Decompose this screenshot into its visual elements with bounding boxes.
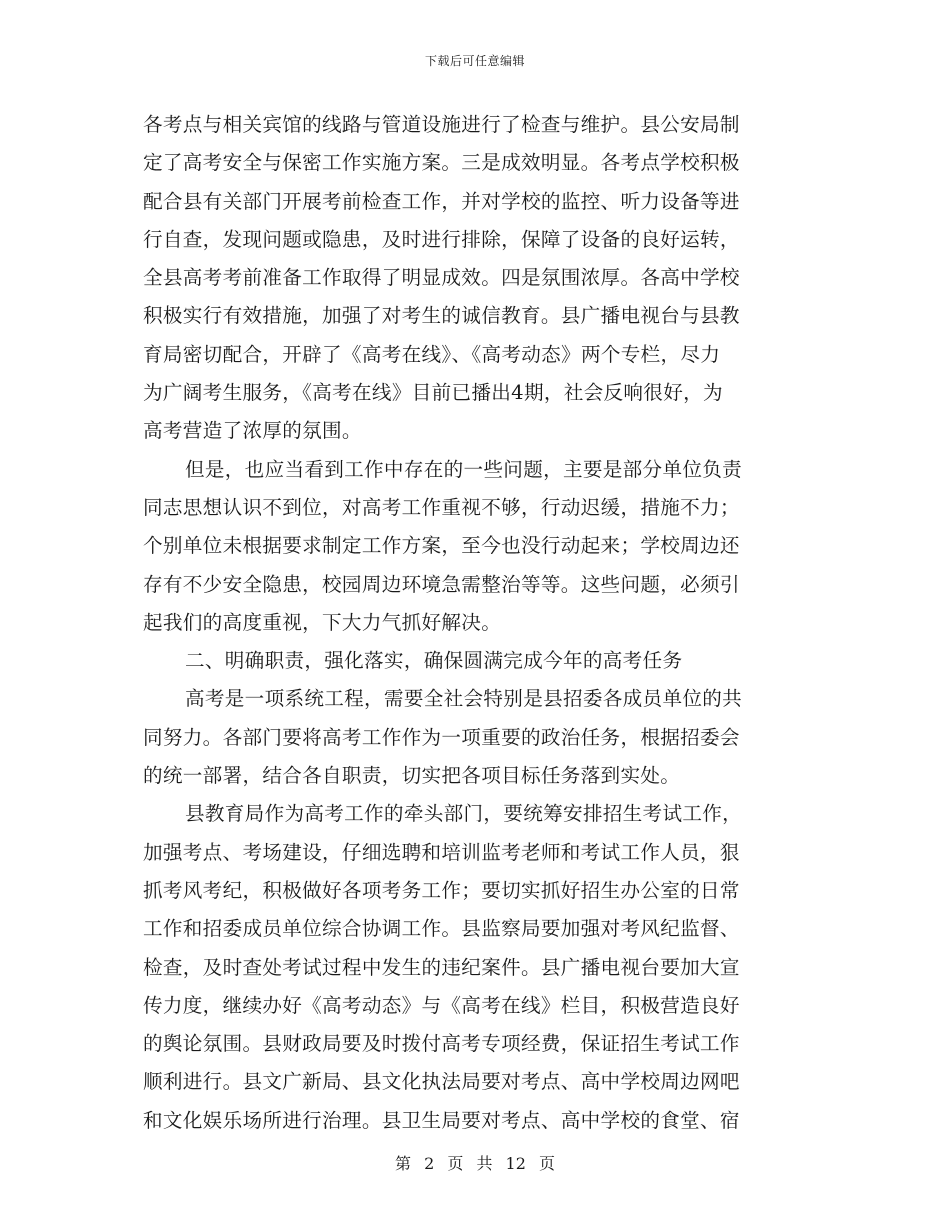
text-line: 个别单位未根据要求制定工作方案，至今也没行动起来；学校周边还 [143, 534, 740, 558]
page-header: 下载后可任意编辑 [424, 54, 525, 68]
text-line: 高考营造了浓厚的氛围。 [143, 419, 362, 443]
text-line: 存有不少安全隐患，校园周边环境急需整治等等。这些问题，必须引 [143, 572, 740, 596]
text-line: 各考点与相关宾馆的线路与管道设施进行了检查与维护。县公安局制 [143, 113, 740, 136]
text-line: 检查，及时查处考试过程中发生的违纪案件。县广播电视台要加大宣 [143, 955, 740, 979]
text-line: 为广阔考生服务，《高考在线》目前已播出4期，社会反响很好，为 [143, 381, 723, 405]
text-line: 积极实行有效措施，加强了对考生的诚信教育。县广播电视台与县教 [143, 304, 740, 328]
text-line: 行自查，发现问题或隐患，及时进行排除，保障了设备的良好运转， [143, 227, 740, 251]
text-line: 配合县有关部门开展考前检查工作，并对学校的监控、听力设备等进 [143, 189, 740, 213]
text-line: 顺利进行。县文广新局、县文化执法局要对考点、高中学校周边网吧 [143, 1070, 740, 1094]
text-line: 和文化娱乐场所进行治理。县卫生局要对考点、高中学校的食堂、宿 [143, 1108, 740, 1132]
text-line: 抓考风考纪，积极做好各项考务工作；要切实抓好招生办公室的日常 [143, 878, 740, 902]
text-line: 的统一部署，结合各自职责，切实把各项目标任务落到实处。 [143, 764, 681, 788]
text-line: 但是，也应当看到工作中存在的一些问题，主要是部分单位负责 [185, 457, 743, 481]
text-line: 的舆论氛围。县财政局要及时拨付高考专项经费，保证招生考试工作 [143, 1032, 740, 1056]
text-line: 同努力。各部门要将高考工作作为一项重要的政治任务，根据招委会 [143, 725, 740, 749]
text-line: 高考是一项系统工程，需要全社会特别是县招委各成员单位的共 [185, 687, 743, 711]
text-line: 育局密切配合，开辟了《高考在线》、《高考动态》两个专栏，尽力 [143, 342, 721, 366]
text-line: 县教育局作为高考工作的牵头部门，要统筹安排招生考试工作， [185, 802, 743, 826]
text-line: 工作和招委成员单位综合协调工作。县监察局要加强对考风纪监督、 [143, 917, 740, 941]
document-body [143, 106, 807, 1140]
text-line: 定了高考安全与保密工作实施方案。三是成效明显。各考点学校积极 [143, 151, 740, 175]
text-line: 同志思想认识不到位，对高考工作重视不够，行动迟缓，措施不力； [143, 495, 740, 519]
text-line: 加强考点、考场建设，仔细选聘和培训监考老师和考试工作人员，狠 [143, 840, 740, 864]
page-footer: 第 2 页 共 12 页 [395, 1154, 555, 1173]
text-line: 全县高考考前准备工作取得了明显成效。四是氛围浓厚。各高中学校 [143, 266, 740, 290]
text-line: 二、明确职责，强化落实，确保圆满完成今年的高考任务 [185, 649, 683, 673]
text-line: 传力度，继续办好《高考动态》与《高考在线》栏目，积极营造良好 [143, 993, 740, 1017]
text-line: 起我们的高度重视，下大力气抓好解决。 [143, 610, 502, 634]
